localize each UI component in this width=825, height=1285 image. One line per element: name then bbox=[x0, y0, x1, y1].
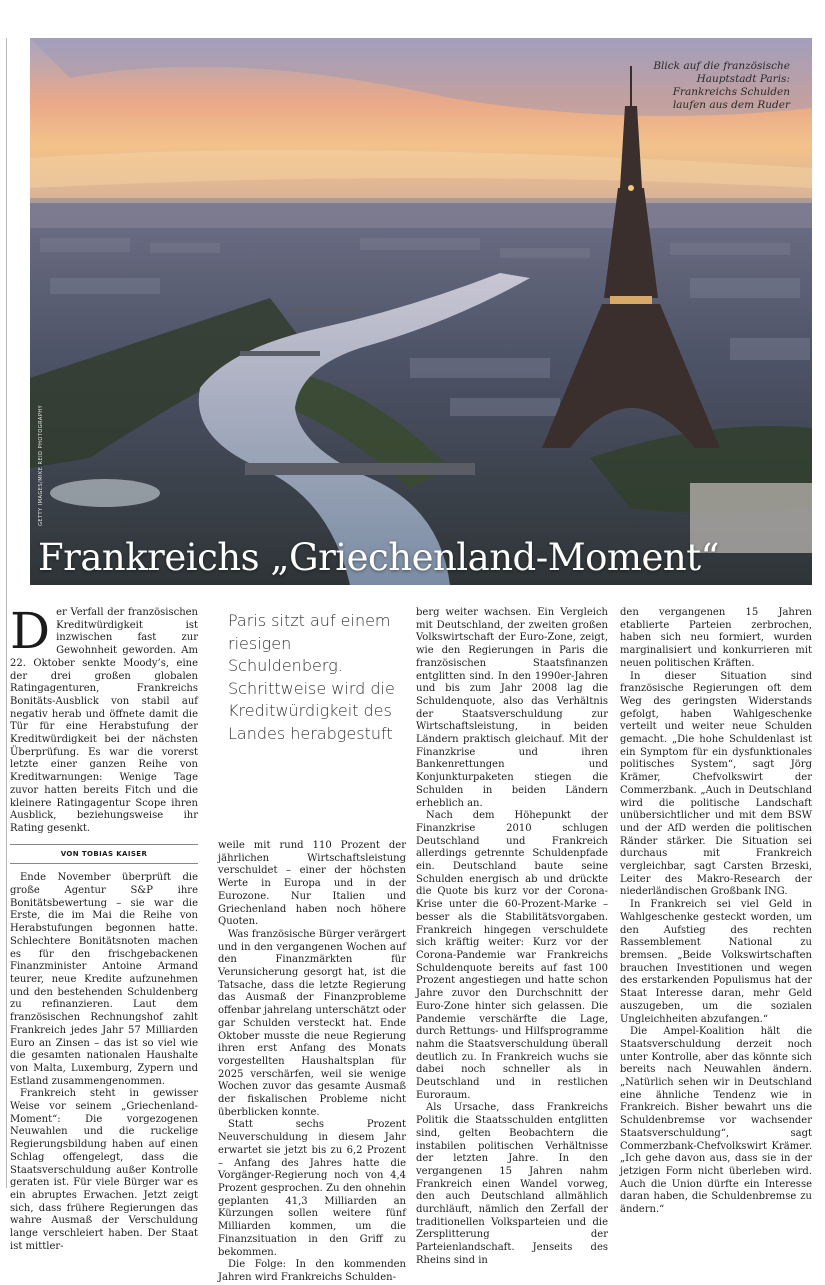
body-paragraph: berg weiter wachsen. Ein Vergleich mit Deutschland, der zweiten großen Volkswirtschaft der Euro-Zone, zeigt, wie den Regierungen in Paris die französischen Staatsfinanzen entglitten sind. In den 1990er-Jahren und bis zum Jahr 2008 lag die Schuldenquote, also das Verhältnis der Staatsverschuldung zur Wirtschaftsleistung, in beiden Ländern praktisch gleichauf. Mit der Finanzkrise und ihren Bankenrettungen und Konjunkturpaketen stiegen die Schulden in beiden Ländern erheblich an. bbox=[416, 607, 608, 809]
paris-photo bbox=[30, 38, 812, 585]
body-paragraph: weile mit rund 110 Prozent der jährlichen Wirtschaftsleistung verschuldet – einer der höchsten Werte in Europa und in der Eurozone. Nur Italien und Griechenland haben noch höhere Quoten. bbox=[218, 840, 406, 928]
article-column-4 bbox=[620, 607, 812, 1217]
body-paragraph: Statt sechs Prozent Neuverschuldung in diesem Jahr erwartet sie jetzt bis zu 6,2 Prozent – Anfang des Jahres hatte die Vorgänger-Regierung noch von 4,4 Prozent gesprochen. Zu den ohnehin geplanten 41,3 Milliarden an Kürzungen sollen weitere fünf Milliarden kommen, um die Finanzsituation in den Griff zu bekommen. bbox=[218, 1119, 406, 1258]
body-paragraph: Die Ampel-Koalition hält die Staatsverschuldung derzeit noch unter Kontrolle, aber das könnte sich bereits nach Neuwahlen ändern. „Natürlich sehen wir in Deutschland eine ähnliche Tendenz wie in Frankreich. Bisher bewahrt uns die Schuldenbremse vor wachsender Staatsverschuldung“, sagt Commerzbank-Chefvolkswirt Krämer. „Ich gehe davon aus, dass sie in der jetzigen Form nicht überleben wird. Auch die Union dürfte ein Interesse daran haben, die Schuldenbremse zu ändern.“ bbox=[620, 1026, 812, 1216]
lead-paragraph: Der Verfall der französischen Kreditwürdigkeit ist inzwischen fast zur Gewohnheit geworden. Am 22. Oktober senkte Moody’s, eine der drei großen globalen Ratingagenturen, Frankreichs Bonitäts-Ausblick von stabil auf negativ herab und öffnete damit die Tür für eine Herabstufung der Kreditwürdigkeit bei der nächsten Überprüfung. Es war die vorerst letzte einer ganzen Reihe von Kreditwarnungen: Wenige Tage zuvor hatten bereits Fitch und die kleinere Ratingagentur Scope ihren Ausblick, beziehungsweise ihr Rating gesenkt. bbox=[10, 602, 198, 834]
article-column-1 bbox=[10, 602, 198, 1253]
body-paragraph: Was französische Bürger verärgert und in den vergangenen Wochen auf den Finanzmärkten für Verunsicherung gesorgt hat, ist die Tatsache, dass die letzte Regierung das Ausmaß der Finanzprobleme offenbar jahrelang unterschätzt oder gar Schulden versteckt hat. Ende Oktober musste die neue Regierung ihren erst Anfang des Monats vorgestellten Haushaltsplan für 2025 verschärfen, weil sie wenige Wochen zuvor das gesamte Ausmaß der fiskalischen Probleme nicht überblicken konnte. bbox=[218, 928, 406, 1118]
headline: Frankreichs „Griechenland-Moment“ bbox=[38, 536, 719, 579]
body-paragraph: den vergangenen 15 Jahren etablierte Parteien zerbrochen, haben sich neu formiert, wurden marginalisiert und konkurrieren mit neuen politischen Kräften. bbox=[620, 607, 812, 669]
body-paragraph: Als Ursache, dass Frankreichs Politik die Staatsschulden entglitten sind, gelten Beobachtern die instabilen politischen Verhältnisse der letzten Jahre. In den vergangenen 15 Jahren nahm Frankreich einen Wandel vorweg, den auch Deutschland allmählich durchläuft, nämlich den Zerfall der traditionellen Volksparteien und die Zersplitterung der Parteienlandschaft. Jenseits des Rheins sind in bbox=[416, 1102, 608, 1266]
body-paragraph: In Frankreich sei viel Geld in Wahlgeschenke gesteckt worden, um den Aufstieg des rechten Rassemblement National zu bremsen. „Beide Volkswirtschaften brauchen Investitionen und wegen des erstarkenden Populismus hat der Staat Interesse daran, mehr Geld auszugeben, um die sozialen Ungleichheiten abzufangen.“ bbox=[620, 899, 812, 1025]
photo-credit: GETTY IMAGES/MIKE REID PHOTOGRAPHY bbox=[38, 404, 44, 526]
drop-cap: D bbox=[10, 602, 51, 660]
pull-quote: Paris sitzt auf einem riesigen Schuldenberg. Schrittweise wird die Kreditwürdigkeit des Landes herabgestuft bbox=[228, 611, 395, 743]
body-paragraph: Ende November überprüft die große Agentur S&P ihre Bonitätsbewertung – sie war die Erste, die im Mai die Reihe von Herabstufungen begonnen hatte. Schlechtere Bonitätsnoten machen es für den frischgebackenen Finanzminister Antoine Armand teurer, neue Kredite aufzunehmen und den bestehenden Schuldenberg zu refinanzieren. Laut dem französischen Rechnungshof zahlt Frankreich jedes Jahr 57 Milliarden Euro an Zinsen – das ist so viel wie die gesamten nationalen Haushalte von Malta, Luxemburg, Zypern und Estland zusammengenommen. bbox=[10, 872, 198, 1087]
article-column-2 bbox=[218, 840, 406, 1285]
photo-caption: Blick auf die französische Hauptstadt Paris: Frankreichs Schulden laufen aus dem Ruder bbox=[653, 60, 790, 111]
page-left-rule bbox=[6, 38, 7, 1188]
body-paragraph: Die Folge: In den kommenden Jahren wird Frankreichs Schulden- bbox=[218, 1259, 406, 1283]
author-byline: VON TOBIAS KAISER bbox=[10, 844, 198, 865]
body-paragraph: Nach dem Höhepunkt der Finanzkrise 2010 schlugen Deutschland und Frankreich allerdings getrennte Schuldenpfade ein. Deutschland baute seine Schulden energisch ab und drückte die Quote bis kurz vor der Corona-Krise unter die 60-Prozent-Marke – besser als die Stabilitätsvorgaben. Frankreich hingegen verschuldete sich kräftig weiter: Kurz vor der Corona-Pandemie war Frankreichs Schuldenquote bereits auf fast 100 Prozent angestiegen und hatte schon Jahre zuvor den Durchschnitt der Euro-Zone hinter sich gelassen. Die Pandemie verschärfte die Lage, durch Rettungs- und Hilfsprogramme nahm die Staatsverschuldung überall deutlich zu. In Frankreich wuchs sie dabei noch schneller als in Deutschland und in restlichen Euroraum. bbox=[416, 810, 608, 1101]
body-paragraph: Frankreich steht in gewisser Weise vor seinem „Griechenland-Moment“: Die vorgezogenen Neuwahlen und die ruckelige Regierungsbildung haben auf einen Schlag offengelegt, dass die Staatsverschuldung außer Kontrolle geraten ist. Für viele Bürger war es ein abruptes Erwachen. Jetzt zeigt sich, dass frühere Regierungen das wahre Ausmaß der Verschuldung lange verschleiert haben. Der Staat ist mittler- bbox=[10, 1088, 198, 1252]
article-column-3 bbox=[416, 607, 608, 1268]
eiffel-tower-aerial-image bbox=[30, 38, 812, 585]
body-paragraph: In dieser Situation sind französische Regierungen oft dem Weg des geringsten Widerstands gefolgt, haben Wahlgeschenke verteilt und weiter neue Schulden gemacht. „Die hohe Schuldenlast ist ein Symptom für ein dysfunktionales politisches System“, sagt Jörg Krämer, Chefvolkswirt der Commerzbank. „Auch in Deutschland wird die politische Landschaft unübersichtlicher und mit dem BSW und der AfD werden die politischen Ränder stärker. Die Situation sei durchaus mit Frankreich vergleichbar, sagt Carsten Brzeski, Leiter des Makro-Research der niederländischen Großbank ING. bbox=[620, 670, 812, 898]
